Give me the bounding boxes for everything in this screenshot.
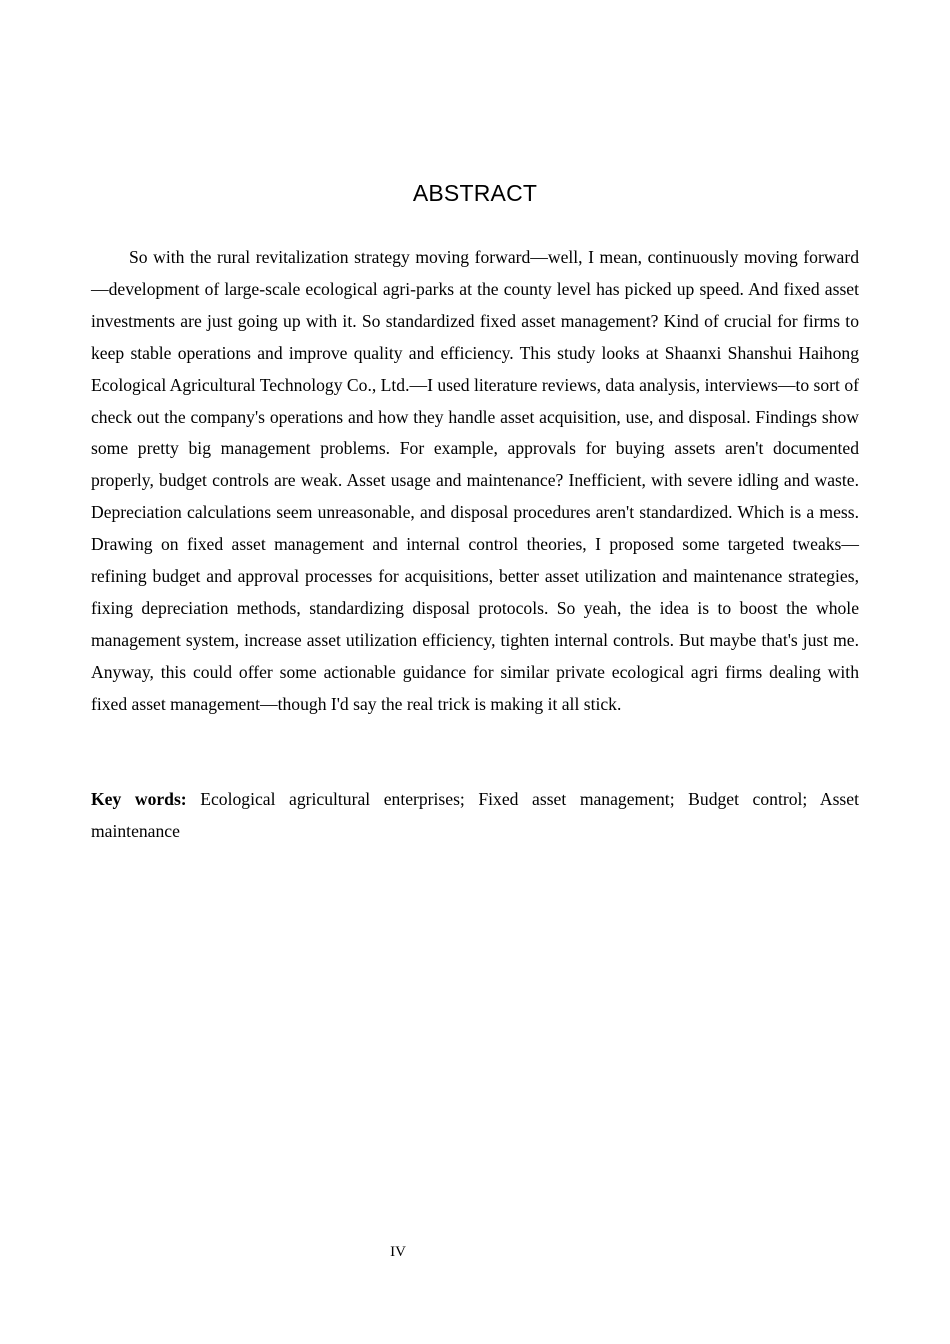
keywords-label: Key words: <box>91 789 187 809</box>
keywords-paragraph <box>91 784 859 848</box>
page-number: IV <box>390 1244 406 1260</box>
abstract-paragraph: So with the rural revitalization strategy moving forward—well, I mean, continuously moving forward—development of large-scale ecological agri-parks at the county level has picked up speed. And fixed asset investments are just going up with it. So standardized fixed asset management? Kind of crucial for firms to keep stable operations and improve quality and efficiency. This study looks at Shaanxi Shanshui Haihong Ecological Agricultural Technology Co., Ltd.—I used literature reviews, data analysis, interviews—to sort of check out the company's operations and how they handle asset acquisition, use, and disposal. Findings show some pretty big management problems. For example, approvals for buying assets aren't documented properly, budget controls are weak. Asset usage and maintenance? Inefficient, with severe idling and waste. Depreciation calculations seem unreasonable, and disposal procedures aren't standardized. Which is a mess. Drawing on fixed asset management and internal control theories, I proposed some targeted tweaks—refining budget and approval processes for acquisitions, better asset utilization and maintenance strategies, fixing depreciation methods, standardizing disposal protocols. So yeah, the idea is to boost the whole management system, increase asset utilization efficiency, tighten internal controls. But maybe that's just me. Anyway, this could offer some actionable guidance for similar private ecological agri firms dealing with fixed asset management—though I'd say the real trick is making it all stick. <box>91 247 859 714</box>
keywords-list: Ecological agricultural enterprises; Fixed asset management; Budget control; Asset maintenance <box>91 789 859 841</box>
page-title: ABSTRACT <box>412 180 538 206</box>
